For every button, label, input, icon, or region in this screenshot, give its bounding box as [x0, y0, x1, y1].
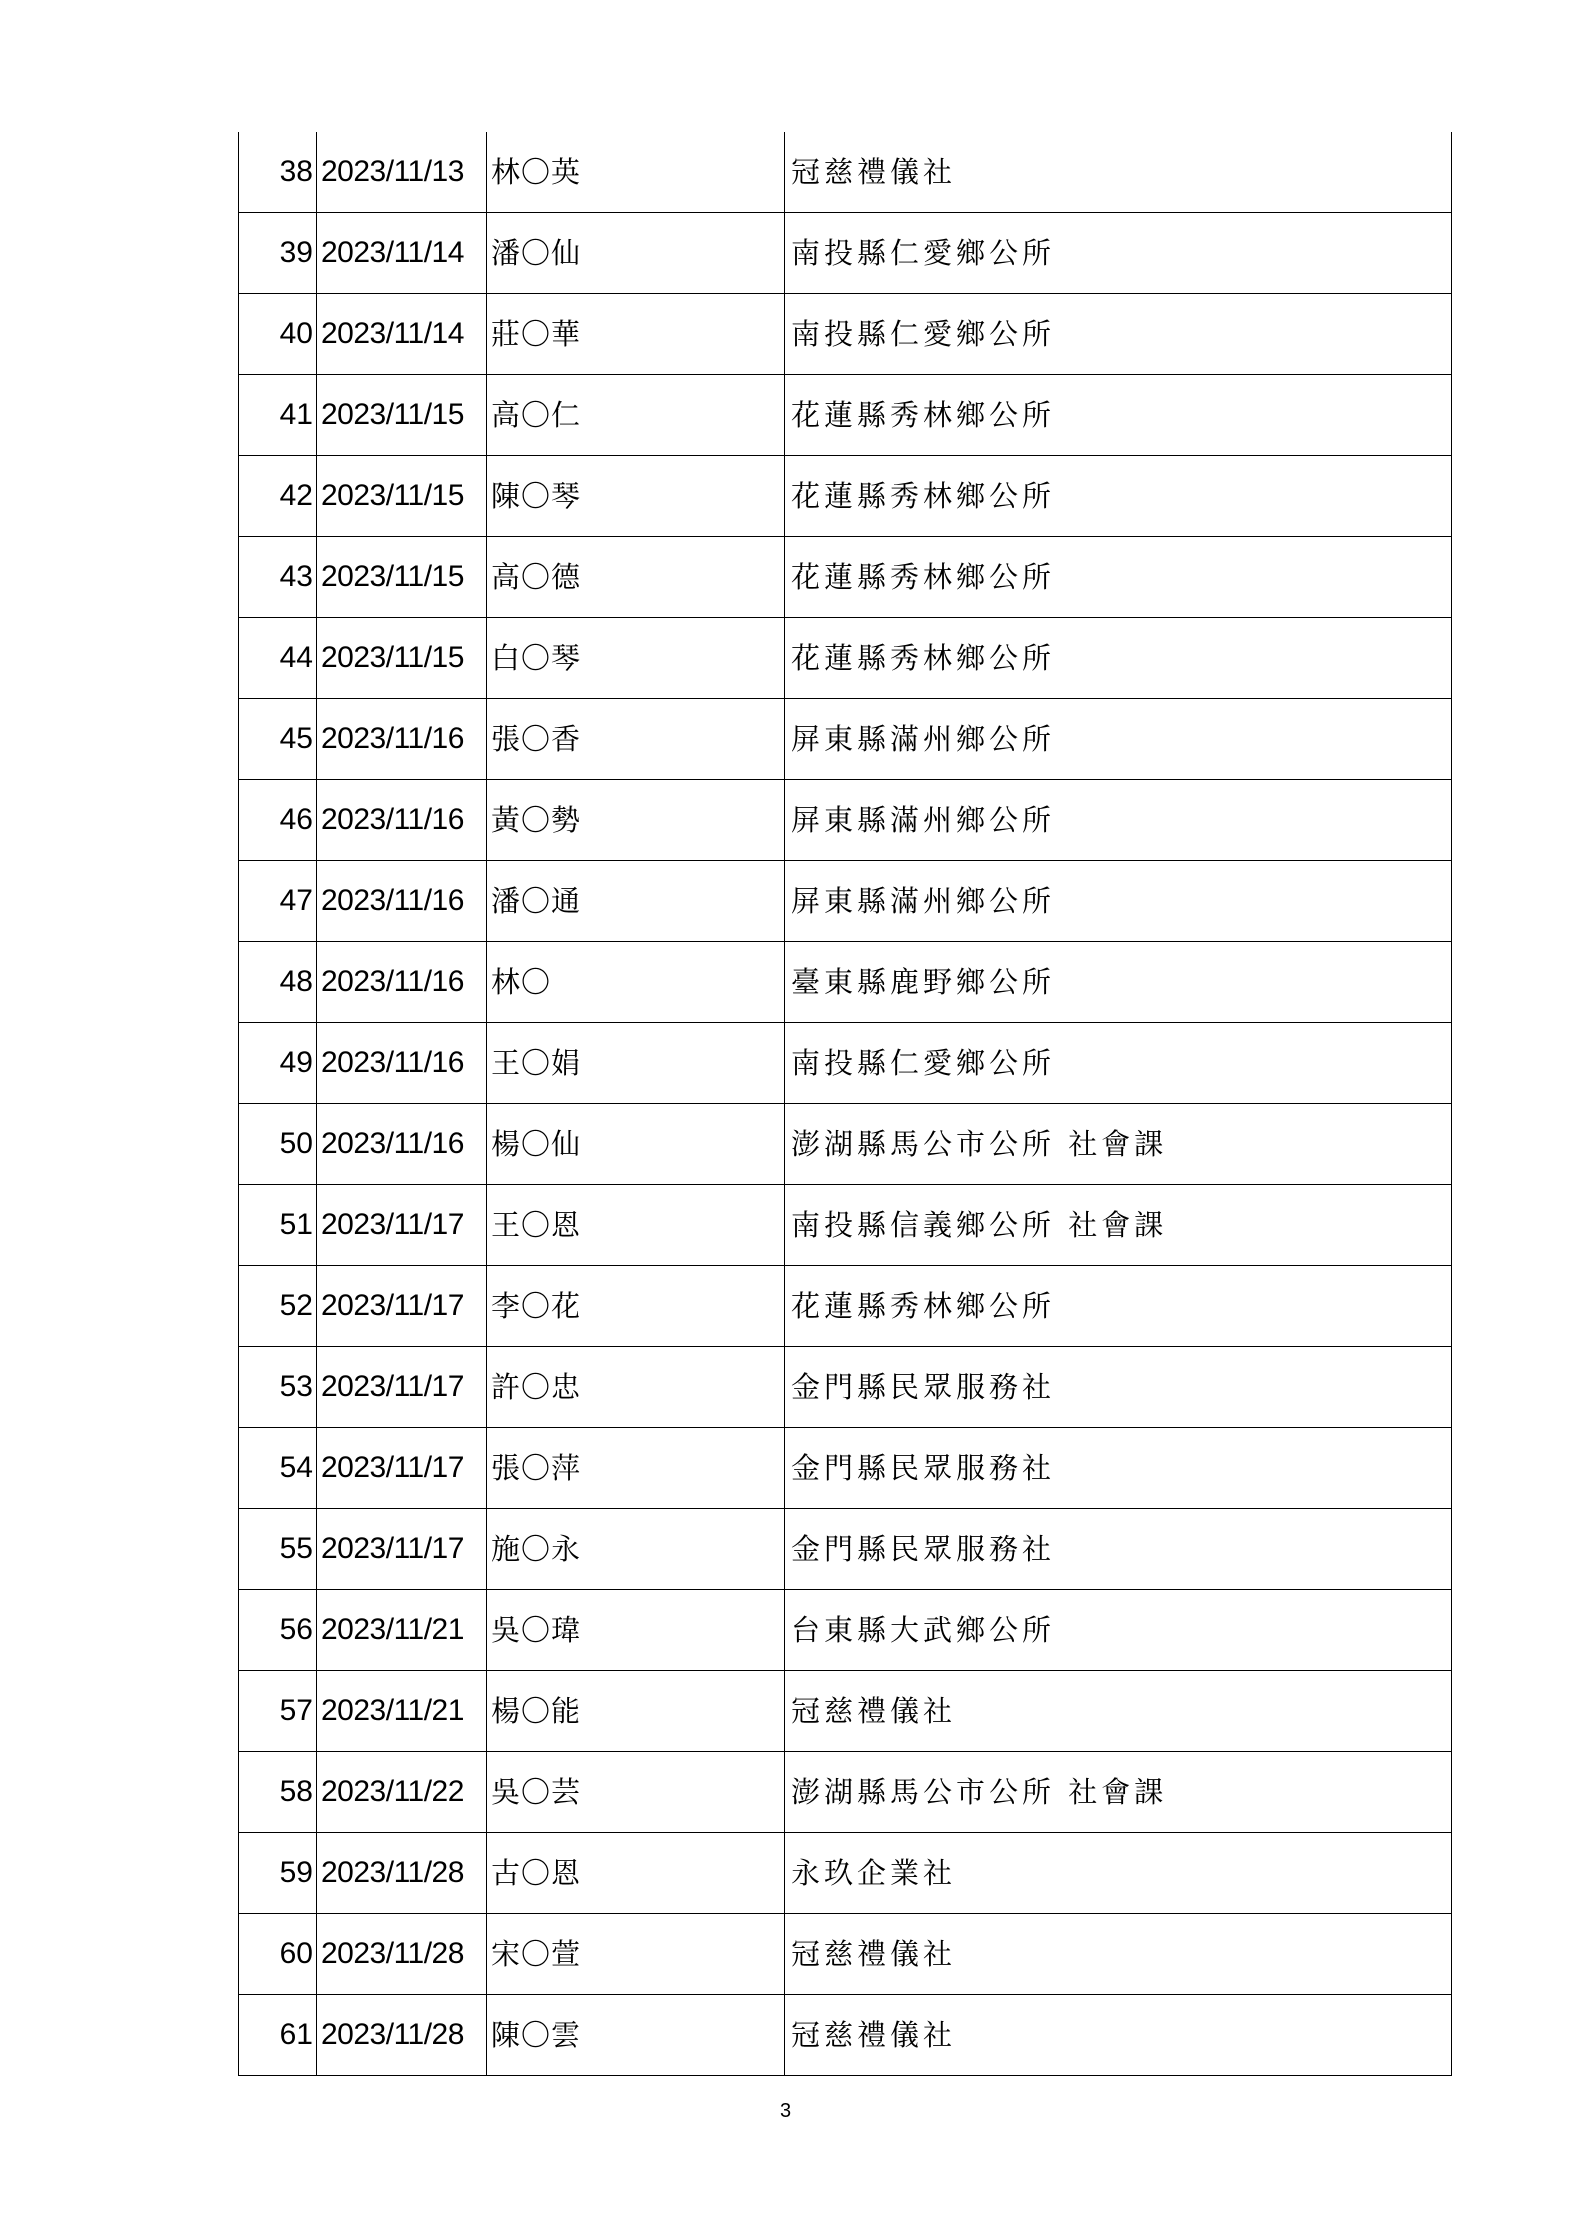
date-cell: 2023/11/14 — [317, 294, 487, 375]
organization-cell: 南投縣仁愛鄉公所 — [785, 294, 1452, 375]
row-number-cell: 39 — [239, 213, 317, 294]
name-cell: 莊〇華 — [487, 294, 785, 375]
table-row — [239, 213, 1452, 294]
organization-cell: 金門縣民眾服務社 — [785, 1347, 1452, 1428]
table-row — [239, 132, 1452, 213]
organization-cell: 花蓮縣秀林鄉公所 — [785, 375, 1452, 456]
table-row — [239, 1185, 1452, 1266]
date-cell: 2023/11/21 — [317, 1671, 487, 1752]
name-cell: 潘〇仙 — [487, 213, 785, 294]
table-row — [239, 375, 1452, 456]
name-cell: 高〇德 — [487, 537, 785, 618]
table-row — [239, 1914, 1452, 1995]
organization-cell: 南投縣仁愛鄉公所 — [785, 213, 1452, 294]
row-number-cell: 38 — [239, 132, 317, 213]
name-cell: 施〇永 — [487, 1509, 785, 1590]
table-row — [239, 1833, 1452, 1914]
table-row — [239, 861, 1452, 942]
name-cell: 張〇香 — [487, 699, 785, 780]
date-cell: 2023/11/17 — [317, 1347, 487, 1428]
date-cell: 2023/11/15 — [317, 375, 487, 456]
row-number-cell: 46 — [239, 780, 317, 861]
organization-cell: 花蓮縣秀林鄉公所 — [785, 537, 1452, 618]
date-cell: 2023/11/17 — [317, 1509, 487, 1590]
date-cell: 2023/11/28 — [317, 1995, 487, 2076]
table-row — [239, 456, 1452, 537]
name-cell: 吳〇瑋 — [487, 1590, 785, 1671]
table-row — [239, 780, 1452, 861]
organization-cell: 屏東縣滿州鄉公所 — [785, 699, 1452, 780]
table-row — [239, 1023, 1452, 1104]
row-number-cell: 44 — [239, 618, 317, 699]
row-number-cell: 49 — [239, 1023, 317, 1104]
organization-cell: 花蓮縣秀林鄉公所 — [785, 618, 1452, 699]
name-cell: 吳〇芸 — [487, 1752, 785, 1833]
date-cell: 2023/11/16 — [317, 942, 487, 1023]
name-cell: 楊〇能 — [487, 1671, 785, 1752]
row-number-cell: 50 — [239, 1104, 317, 1185]
row-number-cell: 48 — [239, 942, 317, 1023]
date-cell: 2023/11/17 — [317, 1266, 487, 1347]
row-number-cell: 53 — [239, 1347, 317, 1428]
table-row — [239, 1590, 1452, 1671]
name-cell: 古〇恩 — [487, 1833, 785, 1914]
name-cell: 宋〇萱 — [487, 1914, 785, 1995]
date-cell: 2023/11/15 — [317, 618, 487, 699]
organization-cell: 南投縣信義鄉公所 社會課 — [785, 1185, 1452, 1266]
name-cell: 林〇 — [487, 942, 785, 1023]
table-row — [239, 699, 1452, 780]
organization-cell: 永玖企業社 — [785, 1833, 1452, 1914]
organization-cell: 臺東縣鹿野鄉公所 — [785, 942, 1452, 1023]
table-row — [239, 942, 1452, 1023]
date-cell: 2023/11/15 — [317, 456, 487, 537]
organization-cell: 金門縣民眾服務社 — [785, 1428, 1452, 1509]
date-cell: 2023/11/21 — [317, 1590, 487, 1671]
date-cell: 2023/11/15 — [317, 537, 487, 618]
table-row — [239, 1752, 1452, 1833]
record-table-body — [239, 132, 1452, 2076]
table-row — [239, 294, 1452, 375]
row-number-cell: 45 — [239, 699, 317, 780]
date-cell: 2023/11/28 — [317, 1914, 487, 1995]
table-row — [239, 1104, 1452, 1185]
date-cell: 2023/11/13 — [317, 132, 487, 213]
table-row — [239, 1428, 1452, 1509]
organization-cell: 澎湖縣馬公市公所 社會課 — [785, 1752, 1452, 1833]
organization-cell: 台東縣大武鄉公所 — [785, 1590, 1452, 1671]
row-number-cell: 52 — [239, 1266, 317, 1347]
name-cell: 陳〇雲 — [487, 1995, 785, 2076]
table-row — [239, 1266, 1452, 1347]
table-row — [239, 618, 1452, 699]
date-cell: 2023/11/16 — [317, 699, 487, 780]
name-cell: 林〇英 — [487, 132, 785, 213]
date-cell: 2023/11/16 — [317, 1104, 487, 1185]
row-number-cell: 51 — [239, 1185, 317, 1266]
name-cell: 潘〇通 — [487, 861, 785, 942]
organization-cell: 冠慈禮儀社 — [785, 132, 1452, 213]
row-number-cell: 57 — [239, 1671, 317, 1752]
date-cell: 2023/11/14 — [317, 213, 487, 294]
name-cell: 王〇娟 — [487, 1023, 785, 1104]
row-number-cell: 61 — [239, 1995, 317, 2076]
row-number-cell: 47 — [239, 861, 317, 942]
organization-cell: 南投縣仁愛鄉公所 — [785, 1023, 1452, 1104]
organization-cell: 屏東縣滿州鄉公所 — [785, 780, 1452, 861]
name-cell: 白〇琴 — [487, 618, 785, 699]
row-number-cell: 55 — [239, 1509, 317, 1590]
name-cell: 陳〇琴 — [487, 456, 785, 537]
organization-cell: 冠慈禮儀社 — [785, 1995, 1452, 2076]
date-cell: 2023/11/17 — [317, 1428, 487, 1509]
row-number-cell: 59 — [239, 1833, 317, 1914]
table-row — [239, 1995, 1452, 2076]
name-cell: 黃〇勢 — [487, 780, 785, 861]
date-cell: 2023/11/16 — [317, 780, 487, 861]
name-cell: 許〇忠 — [487, 1347, 785, 1428]
date-cell: 2023/11/28 — [317, 1833, 487, 1914]
row-number-cell: 54 — [239, 1428, 317, 1509]
organization-cell: 花蓮縣秀林鄉公所 — [785, 456, 1452, 537]
organization-cell: 花蓮縣秀林鄉公所 — [785, 1266, 1452, 1347]
organization-cell: 冠慈禮儀社 — [785, 1671, 1452, 1752]
row-number-cell: 41 — [239, 375, 317, 456]
organization-cell: 屏東縣滿州鄉公所 — [785, 861, 1452, 942]
page-number: 3 — [779, 2100, 792, 2122]
name-cell: 李〇花 — [487, 1266, 785, 1347]
date-cell: 2023/11/16 — [317, 861, 487, 942]
table-row — [239, 1671, 1452, 1752]
date-cell: 2023/11/22 — [317, 1752, 487, 1833]
table-row — [239, 1347, 1452, 1428]
record-table — [238, 132, 1452, 2076]
organization-cell: 金門縣民眾服務社 — [785, 1509, 1452, 1590]
name-cell: 張〇萍 — [487, 1428, 785, 1509]
row-number-cell: 58 — [239, 1752, 317, 1833]
organization-cell: 澎湖縣馬公市公所 社會課 — [785, 1104, 1452, 1185]
date-cell: 2023/11/17 — [317, 1185, 487, 1266]
row-number-cell: 42 — [239, 456, 317, 537]
row-number-cell: 40 — [239, 294, 317, 375]
date-cell: 2023/11/16 — [317, 1023, 487, 1104]
table-row — [239, 537, 1452, 618]
name-cell: 高〇仁 — [487, 375, 785, 456]
row-number-cell: 43 — [239, 537, 317, 618]
table-row — [239, 1509, 1452, 1590]
row-number-cell: 56 — [239, 1590, 317, 1671]
name-cell: 楊〇仙 — [487, 1104, 785, 1185]
name-cell: 王〇恩 — [487, 1185, 785, 1266]
row-number-cell: 60 — [239, 1914, 317, 1995]
organization-cell: 冠慈禮儀社 — [785, 1914, 1452, 1995]
